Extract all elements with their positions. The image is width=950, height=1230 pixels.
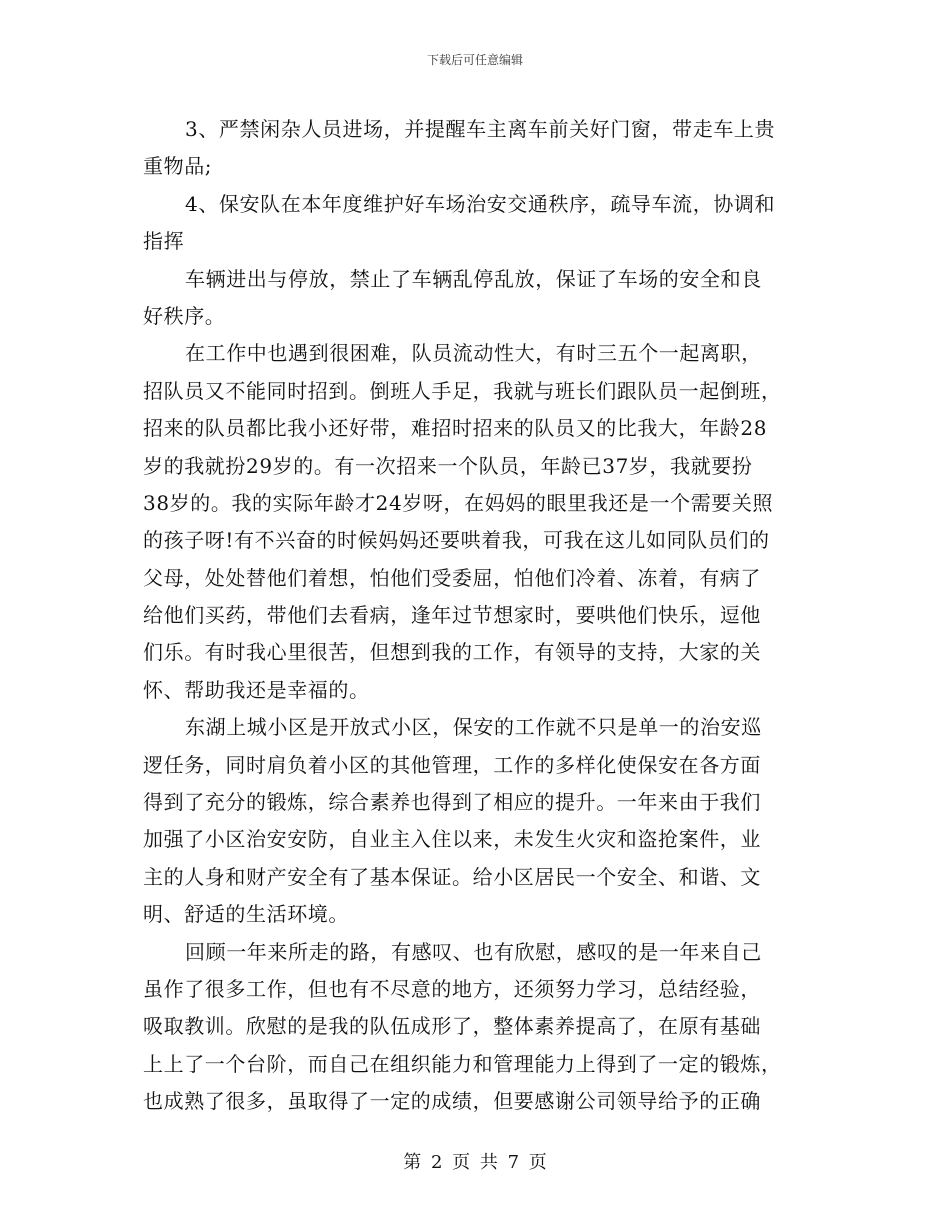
text-line: 好秩序。	[143, 303, 226, 328]
text-line: 的孩子呀!有不兴奋的时候妈妈还要哄着我，可我在这儿如同队员们的	[143, 528, 770, 553]
text-line: 在工作中也遇到很困难，队员流动性大，有时三五个一起离职，	[185, 341, 762, 366]
page-header-note: 下载后可任意编辑	[426, 53, 523, 67]
text-line: 怀、帮助我还是幸福的。	[143, 677, 370, 702]
text-line: 38岁的。我的实际年龄才24岁呀，在妈妈的眼里我还是一个需要关照	[143, 490, 774, 515]
text-line: 回顾一年来所走的路，有感叹、也有欣慰，感叹的是一年来自己	[185, 939, 762, 964]
text-line: 得到了充分的锻炼，综合素养也得到了相应的提升。一年来由于我们	[143, 790, 761, 815]
text-line: 指挥	[143, 229, 185, 254]
text-line: 重物品;	[143, 154, 213, 179]
text-line: 吸取教训。欣慰的是我的队伍成形了，整体素养提高了，在原有基础	[143, 1014, 761, 1039]
text-line: 逻任务，同时肩负着小区的其他管理，工作的多样化使保安在各方面	[143, 752, 761, 777]
text-line: 3、严禁闲杂人员进场，并提醒车主离车前关好门窗，带走车上贵	[185, 117, 776, 141]
text-line: 虽作了很多工作，但也有不尽意的地方，还须努力学习，总结经验，	[143, 976, 761, 1001]
text-line: 东湖上城小区是开放式小区，保安的工作就不只是单一的治安巡	[185, 715, 762, 740]
text-line: 车辆进出与停放，禁止了车辆乱停乱放，保证了车场的安全和良	[185, 266, 762, 291]
text-line: 们乐。有时我心里很苦，但想到我的工作，有领导的支持，大家的关	[143, 640, 761, 665]
text-line: 招来的队员都比我小还好带，难招时招来的队员又的比我大，年龄28	[143, 416, 768, 441]
text-line: 也成熟了很多，虽取得了一定的成绩，但要感谢公司领导给予的正确	[143, 1089, 761, 1114]
text-line: 加强了小区治安安防，自业主入住以来，未发生火灾和盗抢案件，业	[143, 827, 761, 852]
document-body	[143, 111, 808, 1121]
text-line: 主的人身和财产安全有了基本保证。给小区居民一个安全、和谐、文	[143, 864, 761, 889]
text-line: 岁的我就扮29岁的。有一次招来一个队员，年龄已37岁，我就要扮	[143, 453, 753, 478]
text-line: 招队员又不能同时招到。倒班人手足，我就与班长们跟队员一起倒班，	[143, 378, 782, 403]
text-line: 给他们买药，带他们去看病，逢年过节想家时，要哄他们快乐，逗他	[143, 603, 761, 628]
text-line: 父母，处处替他们着想，怕他们受委屈，怕他们冷着、冻着，有病了	[143, 565, 761, 590]
text-line: 上上了一个台阶，而自己在组织能力和管理能力上得到了一定的锻炼，	[143, 1051, 782, 1076]
text-line: 明、舒适的生活环境。	[143, 902, 349, 927]
page-number: 第 2 页 共 7 页	[403, 1152, 547, 1173]
text-line: 4、保安队在本年度维护好车场治安交通秩序，疏导车流，协调和	[185, 191, 776, 216]
